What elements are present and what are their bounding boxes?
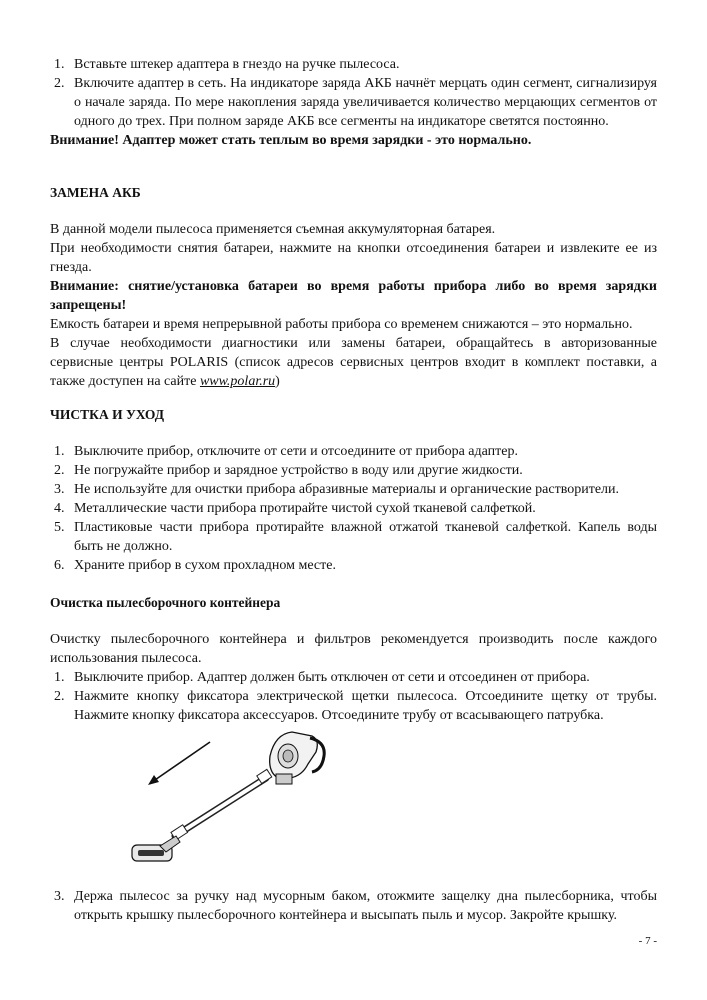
battery-paragraph: Емкость батареи и время непрерывной работы прибора со временем снижаются – это нормально. [50,317,633,332]
vacuum-body [270,732,325,784]
direction-arrow-icon [148,742,210,785]
list-item [50,74,657,131]
charging-warning: Внимание! Адаптер может стать теплым во время зарядки - это нормально. [50,133,532,148]
battery-paragraph: При необходимости снятия батареи, нажмите на кнопки отсоединения батареи и извлеките ее из гнезда. [50,241,657,275]
care-list [50,442,657,575]
list-number: 2. [54,463,65,478]
list-text: Пластиковые части прибора протирайте влажной отжатой тканевой салфеткой. Капель воды быть не должно. [74,520,657,554]
list-text: Вставьте штекер адаптера в гнездо на ручке пылесоса. [74,57,400,72]
container-intro: Очистку пылесборочного контейнера и фильтров рекомендуется производить после каждого использования пылесоса. [50,632,657,666]
list-text: Не используйте для очистки прибора абразивные материалы и органические растворители. [74,482,620,497]
list-text: Металлические части прибора протирайте чистой сухой тканевой салфеткой. [74,501,536,516]
list-text: Включите адаптер в сеть. На индикаторе заряда АКБ начнёт мерцать один сегмент, сигнализируя о начале заряда. По мере накопления заряда увеличивается количество мерцающих сегментов от одного до трех. При полном заряде АКБ все сегменты на индикаторе светятся постоянно. [74,76,657,129]
battery-warning: Внимание: снятие/установка батареи во время работы прибора либо во время зарядки запрещены! [50,279,657,313]
list-item [50,461,657,480]
list-item [50,480,657,499]
list-item [50,518,657,556]
container-step-3 [50,887,657,925]
website-link[interactable]: www.polar.ru [199,374,276,389]
list-item [50,556,657,575]
page-number: - 7 - [638,935,657,947]
battery-paragraph: В данной модели пылесоса применяется съемная аккумуляторная батарея. [50,222,496,237]
list-text: Держа пылесос за ручку над мусорным баком, отожмите защелку дна пылесборника, чтобы открыть крышку пылесборочного контейнера и высыпать пыль и мусор. Закройте крышку. [74,889,657,923]
service-text-end: ) [275,374,280,389]
vacuum-tube [171,769,272,840]
care-heading: ЧИСТКА И УХОД [50,407,165,422]
list-item [50,887,657,925]
service-text: В случае необходимости диагностики или замены батареи, обращайтесь в авторизованные сервисные центры POLARIS (список адресов сервисных центров входит в комплект поставки, а также доступен на сайте [50,336,657,389]
list-number: 5. [54,520,65,535]
list-number: 2. [54,76,65,91]
list-number: 3. [54,482,65,497]
list-number: 1. [54,670,65,685]
container-heading: Очистка пылесборочного контейнера [50,595,281,610]
list-number: 4. [54,501,65,516]
list-number: 6. [54,558,65,573]
electric-brush [132,836,180,861]
list-item [50,55,657,74]
list-number: 3. [54,889,65,904]
list-item [50,442,657,461]
list-number: 1. [54,444,65,459]
container-section [50,630,657,725]
list-number: 1. [54,57,65,72]
charging-list [50,55,657,150]
list-text: Не погружайте прибор и зарядное устройство в воду или другие жидкости. [74,463,523,478]
list-text: Выключите прибор, отключите от сети и отсоедините от прибора адаптер. [74,444,518,459]
list-text: Выключите прибор. Адаптер должен быть отключен от сети и отсоединен от прибора. [74,670,590,685]
list-text: Храните прибор в сухом прохладном месте. [74,558,336,573]
list-item [50,499,657,518]
list-item [50,668,657,687]
battery-service-paragraph [50,334,657,391]
list-number: 2. [54,689,65,704]
vacuum-illustration [120,720,360,880]
battery-section [50,220,657,391]
battery-heading: ЗАМЕНА АКБ [50,185,141,200]
list-text: Нажмите кнопку фиксатора электрической щетки пылесоса. Отсоедините щетку от трубы. Нажмите кнопку фиксатора аксессуаров. Отсоедините трубу от всасывающего патрубка. [74,689,657,723]
